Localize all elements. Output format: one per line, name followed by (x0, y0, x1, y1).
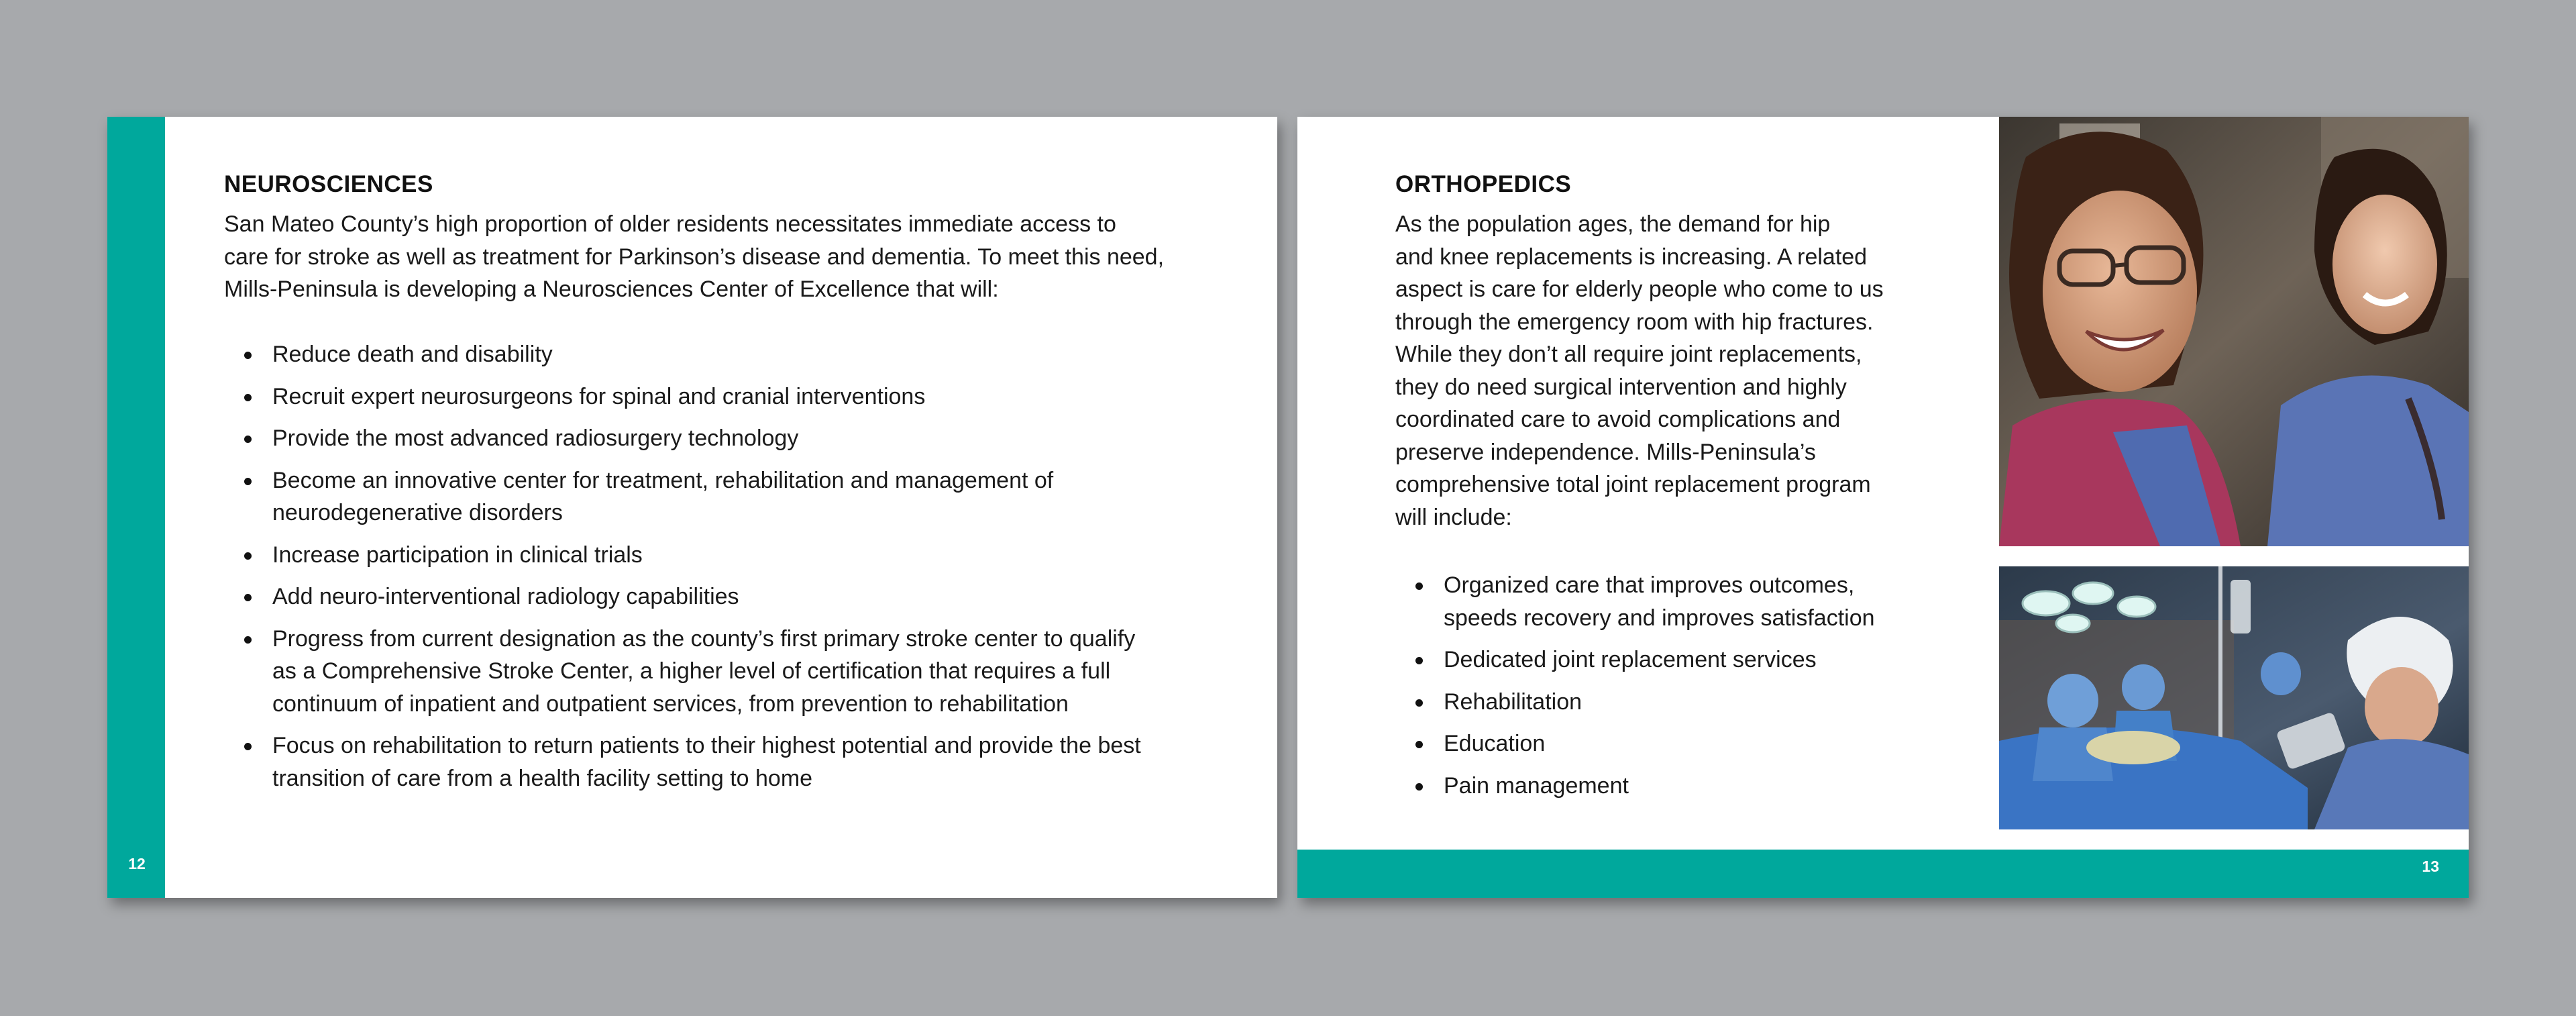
list-item (1395, 770, 1905, 803)
page-number-left: 12 (128, 855, 146, 872)
right-page (1297, 117, 2469, 898)
list-item (1395, 686, 1905, 719)
intro-line: While they don’t all require joint replacements, (1395, 342, 1862, 367)
list-item (224, 623, 1230, 721)
intro-line: care for stroke as well as treatment for Parkinson’s disease and dementia. To meet this need, (224, 244, 1165, 270)
bullet-line: Add neuro-interventional radiology capabilities (272, 584, 739, 609)
bullet-line: Increase participation in clinical trials (272, 542, 643, 568)
bullet-line: continuum of inpatient and outpatient services, from prevention to rehabilitation (272, 691, 1069, 717)
bullet-line: neurodegenerative disorders (272, 500, 563, 525)
intro-line: preserve independence. Mills-Peninsula’s (1395, 439, 1816, 465)
section-heading-neurosciences: NEUROSCIENCES (224, 171, 433, 197)
intro-line: through the emergency room with hip fractures. (1395, 309, 1874, 335)
bullet-line: Recruit expert neurosurgeons for spinal and cranial interventions (272, 383, 926, 409)
bullet-line: Education (1444, 731, 1546, 756)
bullet-line: speeds recovery and improves satisfaction (1444, 605, 1875, 631)
list-item (224, 380, 1230, 413)
list-item (1395, 644, 1905, 676)
bullet-line: as a Comprehensive Stroke Center, a higher level of certification that requires a full (272, 658, 1111, 684)
list-item (224, 338, 1230, 371)
orthopedics-bullet-list (1395, 569, 1905, 811)
nurses-illustration (1999, 117, 2469, 546)
list-item (224, 464, 1230, 529)
intro-line: and knee replacements is increasing. A related (1395, 244, 1868, 270)
page-number-right: 13 (2422, 858, 2439, 875)
intro-line: aspect is care for elderly people who come to us (1395, 276, 1884, 302)
bullet-line: Rehabilitation (1444, 689, 1582, 715)
bullet-line: Organized care that improves outcomes, (1444, 572, 1855, 598)
bullet-line: Reduce death and disability (272, 342, 553, 367)
bullet-line: Focus on rehabilitation to return patients to their highest potential and provide the best (272, 733, 1141, 758)
orthopedics-intro (1395, 208, 1905, 534)
intro-line: As the population ages, the demand for hip (1395, 211, 1831, 237)
right-accent-band (1297, 850, 2469, 898)
bullet-line: Pain management (1444, 772, 1629, 799)
surgery-illustration (1999, 566, 2469, 829)
list-item (224, 580, 1230, 613)
bullet-line: Become an innovative center for treatment, rehabilitation and management of (272, 467, 1054, 493)
list-item (1395, 727, 1905, 760)
intro-line: comprehensive total joint replacement program (1395, 472, 1871, 497)
left-accent-band (107, 117, 165, 898)
bullet-line: Provide the most advanced radiosurgery technology (272, 425, 799, 451)
list-item (1395, 569, 1905, 634)
intro-line: they do need surgical intervention and highly (1395, 374, 1847, 400)
neurosciences-bullet-list (224, 338, 1230, 804)
intro-line: San Mateo County’s high proportion of older residents necessitates immediate access to (224, 211, 1116, 237)
smiling-nurses-photo (1999, 117, 2469, 546)
operating-room-photo (1999, 566, 2469, 829)
list-item (224, 729, 1230, 795)
left-page (107, 117, 1277, 898)
neurosciences-intro (224, 208, 1217, 306)
intro-line: coordinated care to avoid complications and (1395, 407, 1841, 432)
list-item (224, 422, 1230, 455)
intro-line: Mills-Peninsula is developing a Neurosciences Center of Excellence that will: (224, 276, 999, 302)
intro-line: will include: (1395, 504, 1512, 530)
bullet-line: Progress from current designation as the county’s first primary stroke center to qualify (272, 625, 1136, 652)
bullet-line: transition of care from a health facility setting to home (272, 765, 813, 791)
list-item (224, 539, 1230, 572)
bullet-line: Dedicated joint replacement services (1444, 647, 1817, 672)
section-heading-orthopedics: ORTHOPEDICS (1395, 171, 1572, 197)
